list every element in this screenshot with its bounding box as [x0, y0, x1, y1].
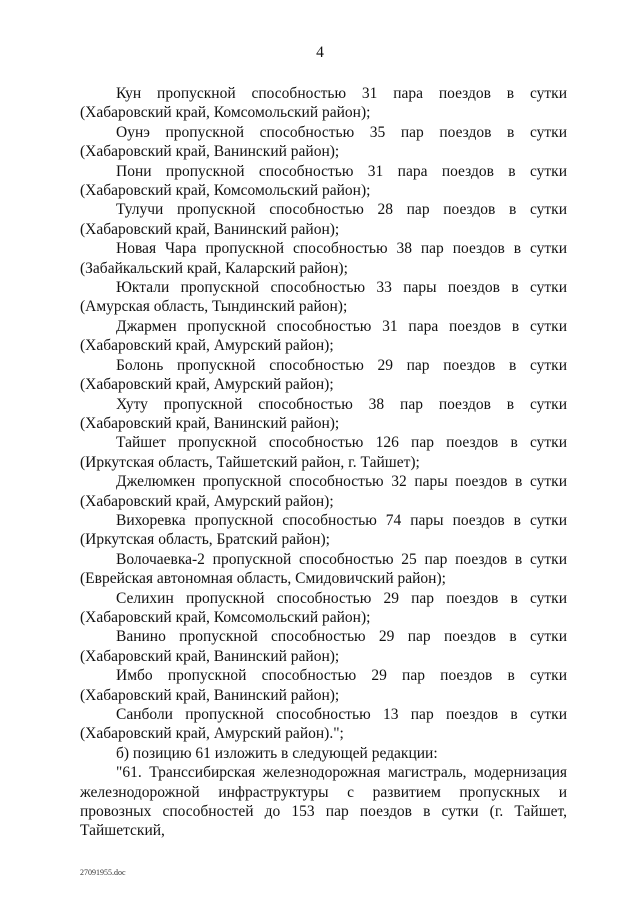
paragraph-yuktali: Юктали пропускной способностью 33 пары поездов в сутки (Амурская область, Тындинский район); — [80, 279, 567, 316]
paragraph-tayshet: Тайшет пропускной способностью 126 пар поездов в сутки (Иркутская область, Тайшетский район, г. Тайшет); — [80, 434, 567, 471]
paragraph-vanino: Ванино пропускной способностью 29 пар поездов в сутки (Хабаровский край, Ванинский район); — [80, 628, 567, 665]
paragraph-volochaevka: Волочаевка-2 пропускной способностью 25 пар поездов в сутки (Еврейская автономная область, Смидовичский район); — [80, 550, 567, 588]
paragraph-vikhorevka: Вихоревка пропускной способностью 74 пары поездов в сутки (Иркутская область, Братский район); — [80, 511, 567, 549]
footer-filename: 27091955.doc — [80, 868, 126, 877]
paragraph-sanboli: Санболи пропускной способностью 13 пар поездов в сутки (Хабаровский край, Амурский район)."; — [80, 706, 567, 743]
paragraph-tuluchi: Тулучи пропускной способностью 28 пар поездов в сутки (Хабаровский край, Ванинский район); — [80, 201, 567, 238]
page-number: 4 — [316, 44, 324, 61]
paragraph-position-61: "61. Транссибирская железнодорожная магистраль, модернизация железнодорожной инфраструктуры с развитием пропускных и провозных способностей до 153 пар поездов в сутки (г. Тайшет, Тайшетский, — [80, 764, 567, 840]
paragraph-khutu: Хуту пропускной способностью 38 пар поездов в сутки (Хабаровский край, Ванинский район); — [80, 395, 567, 432]
paragraph-dzhelyumken: Джелюмкен пропускной способностью 32 пары поездов в сутки (Хабаровский край, Амурский район); — [80, 473, 567, 510]
paragraph-selikhin: Селихин пропускной способностью 29 пар поездов в сутки (Хабаровский край, Комсомольский район); — [80, 589, 567, 626]
paragraph-imbo: Имбо пропускной способностью 29 пар поездов в сутки (Хабаровский край, Ванинский район); — [80, 667, 567, 704]
paragraph-kun: Кун пропускной способностью 31 пара поездов в сутки (Хабаровский край, Комсомольский район); — [80, 85, 567, 122]
paragraph-dzharmen: Джармен пропускной способностью 31 пара поездов в сутки (Хабаровский край, Амурский район); — [80, 317, 567, 355]
paragraph-ounye: Оунэ пропускной способностью 35 пар поездов в сутки (Хабаровский край, Ванинский район); — [80, 123, 567, 161]
paragraph-item-b: б) позицию 61 изложить в следующей редакции: — [116, 744, 438, 762]
paragraph-bolon: Болонь пропускной способностью 29 пар поездов в сутки (Хабаровский край, Амурский район); — [80, 356, 567, 394]
document-body — [80, 84, 567, 841]
paragraph-novaya-chara: Новая Чара пропускной способностью 38 пар поездов в сутки (Забайкальский край, Каларский район); — [80, 240, 567, 277]
paragraph-poni: Пони пропускной способностью 31 пара поездов в сутки (Хабаровский край, Комсомольский район); — [80, 162, 567, 200]
